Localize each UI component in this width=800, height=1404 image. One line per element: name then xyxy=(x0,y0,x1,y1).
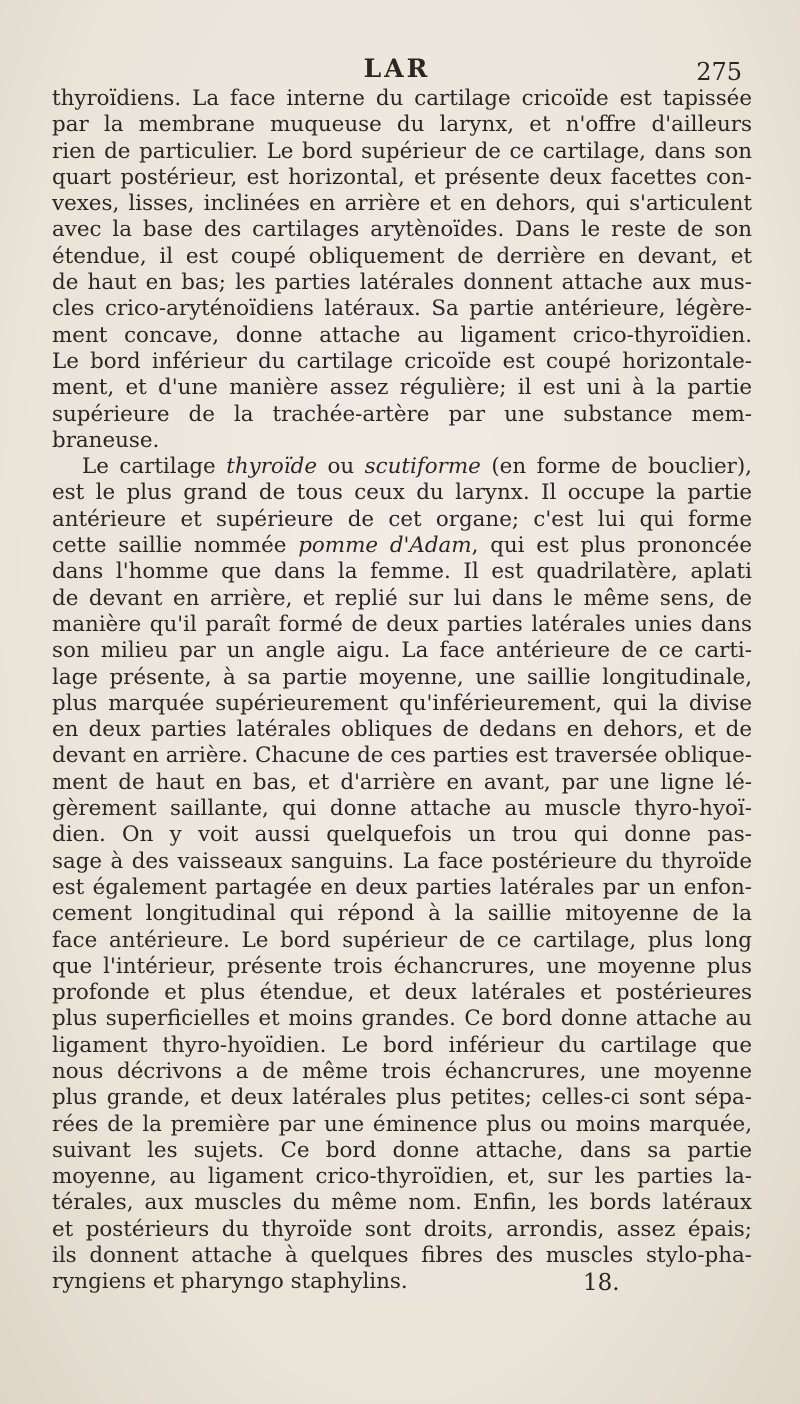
text-line: rées de la première par une éminence plus ou moins marquée, xyxy=(52,1111,752,1137)
text-line: devant en arrière. Chacune de ces parties est traversée oblique- xyxy=(52,743,752,769)
text-line: cles crico-aryténoïdiens latéraux. Sa partie antérieure, légère- xyxy=(52,296,752,322)
text-line: ryngiens et pharyngo staphylins. xyxy=(52,1269,408,1295)
text-line: avec la base des cartilages arytènoïdes. Dans le reste de son xyxy=(52,217,752,243)
text-line: dien. On y voit aussi quelquefois un trou qui donne pas- xyxy=(52,822,752,848)
paragraph-1 xyxy=(52,86,752,454)
text-line: Le bord inférieur du cartilage cricoïde est coupé horizontale- xyxy=(52,348,752,374)
text-line: de devant en arrière, et replié sur lui dans le même sens, de xyxy=(52,585,752,611)
text-line: que l'intérieur, présente trois échancrures, une moyenne plus xyxy=(52,953,752,979)
text-line: profonde et plus étendue, et deux latérales et postérieures xyxy=(52,980,752,1006)
paragraph-2 xyxy=(52,454,752,1296)
text-line: nous décrivons a de même trois échancrures, une moyenne xyxy=(52,1058,752,1084)
body-text xyxy=(52,86,752,1296)
text-line: sage à des vaisseaux sanguins. La face postérieure du thyroïde xyxy=(52,848,752,874)
text-line: plus superficielles et moins grandes. Ce bord donne attache au xyxy=(52,1006,752,1032)
text-line: est également partagée en deux parties latérales par un enfon- xyxy=(52,874,752,900)
text-line: suivant les sujets. Ce bord donne attache, dans sa partie xyxy=(52,1137,752,1163)
running-head: LAR xyxy=(363,54,431,83)
signature-mark: 18. xyxy=(583,1270,620,1296)
page-header xyxy=(52,54,742,90)
text-line: gèrement saillante, qui donne attache au muscle thyro-hyoï- xyxy=(52,796,752,822)
text-line: face antérieure. Le bord supérieur de ce cartilage, plus long xyxy=(52,927,752,953)
text-run: cette saillie nommée xyxy=(52,533,299,559)
text-line: ligament thyro-hyoïdien. Le bord inférieur du cartilage que xyxy=(52,1032,752,1058)
text-line xyxy=(52,533,752,559)
text-line: antérieure et supérieure de cet organe; c'est lui qui forme xyxy=(52,506,752,532)
text-line: cement longitudinal qui répond à la saillie mitoyenne de la xyxy=(52,901,752,927)
text-line: ment concave, donne attache au ligament crico-thyroïdien. xyxy=(52,322,752,348)
text-line: vexes, lisses, inclinées en arrière et en dehors, qui s'articulent xyxy=(52,191,752,217)
text-line xyxy=(52,454,752,480)
text-line: manière qu'il paraît formé de deux parties latérales unies dans xyxy=(52,611,752,637)
text-run: (en forme de bouclier), xyxy=(480,454,752,480)
text-line: en deux parties latérales obliques de dedans en dehors, et de xyxy=(52,717,752,743)
text-line: rien de particulier. Le bord supérieur de ce cartilage, dans son xyxy=(52,138,752,164)
text-line: est le plus grand de tous ceux du larynx. Il occupe la partie xyxy=(52,480,752,506)
text-line: ment de haut en bas, et d'arrière en avant, par une ligne lé- xyxy=(52,769,752,795)
text-line: par la membrane muqueuse du larynx, et n'offre d'ailleurs xyxy=(52,112,752,138)
text-line: quart postérieur, est horizontal, et présente deux facettes con- xyxy=(52,164,752,190)
term-thyroide: thyroïde xyxy=(226,454,317,480)
text-line: de haut en bas; les parties latérales donnent attache aux mus- xyxy=(52,270,752,296)
text-line: et postérieurs du thyroïde sont droits, arrondis, assez épais; xyxy=(52,1216,752,1242)
text-line: plus marquée supérieurement qu'inférieurement, qui la divise xyxy=(52,690,752,716)
text-run: , qui est plus prononcée xyxy=(471,533,752,559)
text-line: ment, et d'une manière assez régulière; il est uni à la partie xyxy=(52,375,752,401)
text-line: étendue, il est coupé obliquement de derrière en devant, et xyxy=(52,243,752,269)
text-line: ils donnent attache à quelques fibres des muscles stylo-pha- xyxy=(52,1243,752,1269)
text-line: moyenne, au ligament crico-thyroïdien, et, sur les parties la- xyxy=(52,1164,752,1190)
text-line: supérieure de la trachée-artère par une substance mem- xyxy=(52,401,752,427)
term-scutiforme: scutiforme xyxy=(364,454,481,480)
text-line: thyroïdiens. La face interne du cartilage cricoïde est tapissée xyxy=(52,86,752,111)
term-pomme-d-adam: pomme d'Adam xyxy=(298,533,472,559)
text-line: son milieu par un angle aigu. La face antérieure de ce carti- xyxy=(52,638,752,664)
text-line: braneuse. xyxy=(52,427,160,453)
text-line: plus grande, et deux latérales plus petites; celles-ci sont sépa- xyxy=(52,1085,752,1111)
page-number: 275 xyxy=(696,58,742,86)
text-line: térales, aux muscles du même nom. Enfin, les bords latéraux xyxy=(52,1190,752,1216)
text-line: dans l'homme que dans la femme. Il est quadrilatère, aplati xyxy=(52,559,752,585)
text-run: Le cartilage xyxy=(82,454,227,480)
text-line: lage présente, à sa partie moyenne, une saillie longitudinale, xyxy=(52,664,752,690)
text-run: ou xyxy=(317,454,365,480)
